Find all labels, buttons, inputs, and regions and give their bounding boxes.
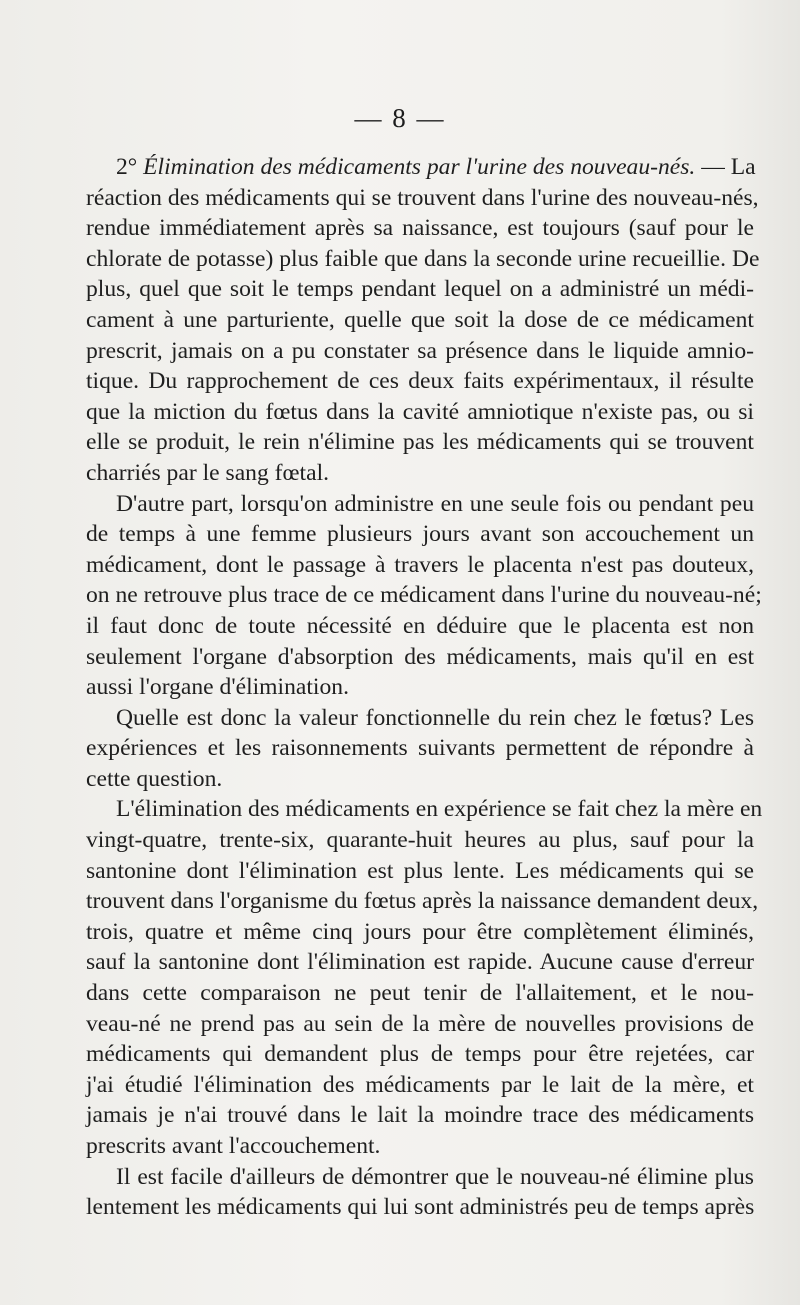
text-line: dans cette comparaison ne peut tenir de l'allaitement, et le nou-	[86, 980, 754, 1007]
text-line: j'ai étudié l'élimination des médicaments par le lait de la mère, et	[86, 1071, 754, 1098]
paragraph-3	[86, 703, 754, 795]
text-line: santonine dont l'élimination est plus lente. Les médicaments qui se	[86, 857, 754, 884]
text-line: D'autre part, lorsqu'on administre en une seule fois ou pendant peu	[116, 490, 754, 517]
text-line: chlorate de potasse) plus faible que dans la seconde urine recueillie. De	[86, 245, 760, 272]
body-text	[86, 152, 763, 1223]
text-line: Quelle est donc la valeur fonctionnelle du rein chez le fœtus? Les	[116, 704, 754, 731]
text-line: jamais je n'ai trouvé dans le lait la moindre trace des médicaments	[86, 1102, 754, 1129]
paragraph-5	[86, 1162, 754, 1223]
text-line: de temps à une femme plusieurs jours avant son accouchement un	[86, 521, 754, 548]
text-line: expériences et les raisonnements suivants permettent de répondre à	[86, 735, 754, 762]
text-line: elle se produit, le rein n'élimine pas les médicaments qui se trouvent	[86, 429, 754, 456]
text-line: prescrits avant l'accouchement.	[86, 1133, 381, 1159]
text-line: veau-né ne prend pas au sein de la mère de nouvelles provisions de	[86, 1010, 754, 1037]
text-line: charriés par le sang fœtal.	[86, 459, 330, 486]
text-line: L'élimination des médicaments en expérience se fait chez la mère en	[116, 796, 763, 823]
paragraph-heading-line	[86, 152, 754, 183]
text-line: sauf la santonine dont l'élimination est rapide. Aucune cause d'erreur	[86, 949, 754, 976]
text-line: cament à une parturiente, quelle que soit la dose de ce médicament	[86, 306, 754, 333]
text-line: réaction des médicaments qui se trouvent dans l'urine des nouveau-nés,	[86, 184, 759, 211]
text-line: rendue immédiatement après sa naissance, est toujours (sauf pour le	[86, 215, 754, 242]
text-line: tique. Du rapprochement de ces deux faits expérimentaux, il résulte	[86, 368, 754, 395]
text-line: vingt-quatre, trente-six, quarante-huit heures au plus, sauf pour la	[86, 827, 754, 854]
text-line: aussi l'organe d'élimination.	[86, 674, 349, 701]
text-line: lentement les médicaments qui lui sont administrés peu de temps après	[86, 1194, 755, 1221]
page-number: — 8 —	[354, 103, 446, 133]
text-line: trouvent dans l'organisme du fœtus après la naissance demandent deux,	[86, 888, 759, 915]
heading-title: Élimination des médicaments par l'urine des nouveau-nés.	[143, 154, 696, 180]
paragraph-1	[86, 152, 760, 489]
text-line: prescrit, jamais on a pu constater sa présence dans le liquide amnio-	[86, 337, 754, 364]
heading-dash: — La	[701, 154, 756, 180]
paragraph-4	[86, 794, 763, 1161]
text-line: médicaments qui demandent plus de temps pour être rejetées, car	[86, 1041, 754, 1068]
text-line: médicament, dont le passage à travers le placenta n'est pas douteux,	[86, 551, 754, 578]
text-line: trois, quatre et même cinq jours pour être complètement éliminés,	[86, 918, 754, 945]
text-line: que la miction du fœtus dans la cavité amniotique n'existe pas, ou si	[86, 398, 754, 425]
text-line: cette question.	[86, 765, 223, 792]
text-line: il faut donc de toute nécessité en déduire que le placenta est non	[86, 612, 754, 639]
text-line: plus, quel que soit le temps pendant lequel on a administré un médi-	[86, 276, 754, 303]
text-line: Il est facile d'ailleurs de démontrer que le nouveau-né élimine plus	[116, 1163, 754, 1190]
text-line: seulement l'organe d'absorption des médicaments, mais qu'il en est	[86, 643, 754, 670]
paragraph-2	[86, 489, 762, 703]
heading-number: 2°	[116, 154, 138, 180]
text-line: on ne retrouve plus trace de ce médicament dans l'urine du nouveau-né;	[86, 582, 762, 609]
